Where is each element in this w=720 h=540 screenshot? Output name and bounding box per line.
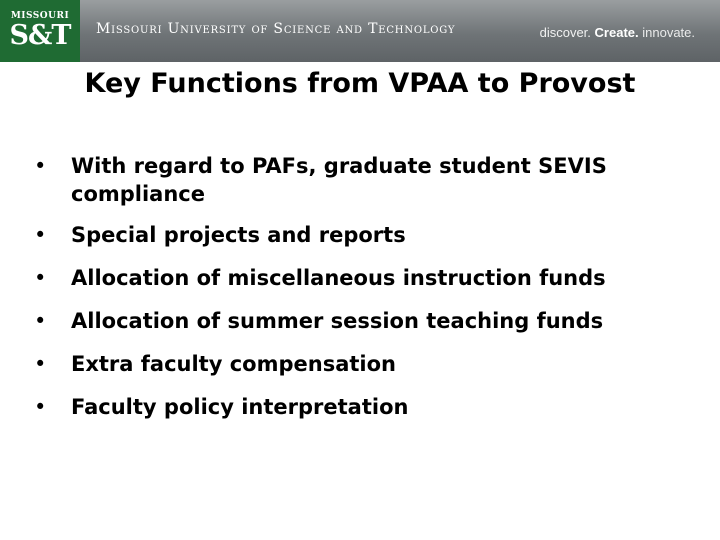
logo-state-text: MISSOURI [10, 11, 70, 21]
bullet-item [34, 307, 674, 335]
bullet-dot: • [34, 154, 47, 178]
bullet-item [34, 350, 674, 378]
bullet-dot: • [34, 395, 47, 419]
bullet-dot: • [34, 223, 47, 247]
bullet-text: Extra faculty compensation [71, 352, 396, 376]
university-name: Missouri University of Science and Technology [96, 21, 456, 37]
bullet-text: Faculty policy interpretation [71, 395, 409, 419]
bullet-text: Allocation of miscellaneous instruction funds [71, 266, 606, 290]
bullet-dot: • [34, 352, 47, 376]
bullet-item [34, 264, 674, 292]
bullet-text: Allocation of summer session teaching funds [71, 309, 604, 333]
tagline-create: Create. [594, 25, 639, 40]
bullet-list [34, 152, 674, 436]
tagline [540, 25, 695, 40]
bullet-item [34, 221, 674, 249]
header-banner [0, 0, 720, 62]
bullet-text: Special projects and reports [71, 223, 406, 247]
bullet-text: With regard to PAFs, graduate student SEVIS compliance [71, 154, 607, 206]
bullet-item [34, 152, 674, 208]
bullet-dot: • [34, 266, 47, 290]
logo-initials: S&T [9, 20, 71, 51]
tagline-innovate: innovate. [642, 25, 695, 40]
bullet-dot: • [34, 309, 47, 333]
bullet-item [34, 393, 674, 421]
slide-title: Key Functions from VPAA to Provost [84, 68, 636, 99]
university-logo [0, 0, 80, 62]
tagline-discover: discover. [539, 25, 591, 40]
